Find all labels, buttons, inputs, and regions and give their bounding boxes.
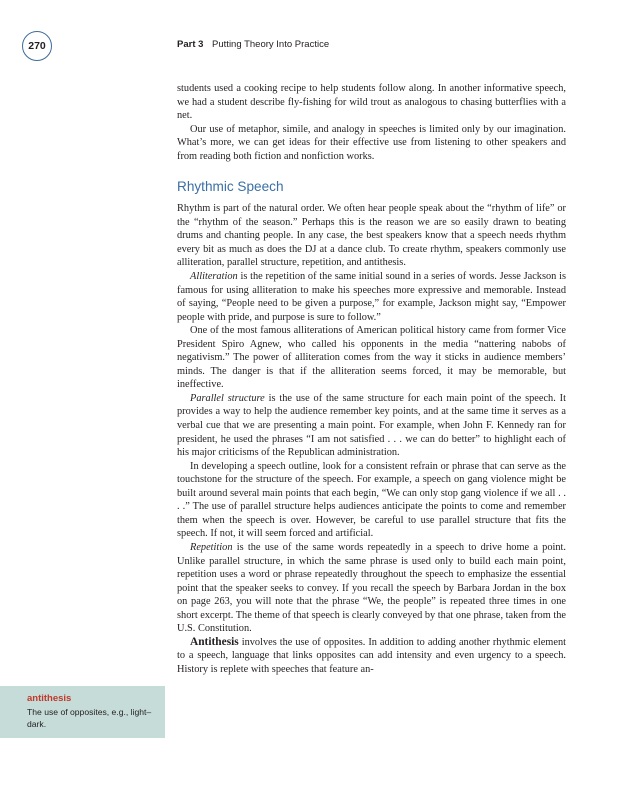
margin-glossary-note — [0, 686, 165, 738]
paragraph-2: Our use of metaphor, simile, and analogy in speeches is limited only by our imagination. What’s more, we can get ideas for their effective use from listening to other speakers and from reading both fiction and nonfiction works. — [177, 123, 566, 162]
paragraph-6-text: is the use of the same structure for each main point of the speech. It provides a way to help the audience remember key points, and at the same time it serves as a verbal cue that we are presenting a main point. For example, when John F. Kennedy ran for president, he used the phrases “I am not satisfied . . . we can do better” to highlight each of his major criticisms of the Republican administration. — [177, 392, 566, 459]
paragraph-5: One of the most famous alliterations of American political history came from former Vice President Spiro Agnew, who called his opponents in the media “nattering nabobs of negativism.” The power of alliteration comes from the way it sticks in audience members’ minds. The danger is that if the alliteration seems forced, it may be memorable, but ineffective. — [177, 325, 566, 391]
term-alliteration: Alliteration — [190, 271, 238, 283]
part-title: Putting Theory Into Practice — [212, 39, 330, 50]
paragraph-4-text: is the repetition of the same initial sound in a series of words. Jesse Jackson is famous for using alliteration to make his speeches more expressive and memorable. Instead of saying, “People need to be given a purpose,” for example, Jackson might say, “Empower people with pride, and purpose is sure to follow.” — [177, 271, 566, 323]
paragraph-1: students used a cooking recipe to help students follow along. In another informative speech, we had a student describe fly-fishing for wild trout as analogous to chasing butterflies with a net. — [177, 83, 566, 122]
term-parallel-structure: Parallel structure — [190, 392, 265, 404]
paragraph-7: In developing a speech outline, look for a consistent refrain or phrase that can serve as the touchstone for the structure of the speech. For example, a speech on gang violence might be built around several main points that each begin, “We can only stop gang violence if we all . . . .” The use of parallel structure helps audiences anticipate the points to come and remember them when the speech is over. However, be careful to use parallel structure that fits the speech. If not, it will seem forced and artificial. — [177, 460, 566, 540]
running-head — [177, 39, 329, 50]
paragraph-8 — [177, 541, 566, 636]
glossary-definition: The use of opposites, e.g., light–dark. — [27, 707, 152, 729]
page-number-badge — [22, 31, 52, 61]
term-repetition: Repetition — [190, 541, 233, 553]
body-text — [177, 82, 566, 676]
paragraph-6 — [177, 392, 566, 460]
glossary-term: antithesis — [27, 693, 72, 704]
paragraph-3: Rhythm is part of the natural order. We often hear people speak about the “rhythm of life” or the “rhythm of the season.” Perhaps this is the reason we are so easily drawn to beating drums and chanting people. In any case, the best speakers know that a speech needs rhythm every bit as much as does the DJ at a dance club. To create rhythm, speakers commonly use alliteration, parallel structure, repetition, and antithesis. — [177, 203, 566, 269]
page-number: 270 — [28, 40, 46, 52]
section-heading: Rhythmic Speech — [177, 179, 284, 195]
term-antithesis: Antithesis — [190, 635, 239, 648]
paragraph-8-text: is the use of the same words repeatedly in a speech to drive home a point. Unlike parallel structure, in which the same phrase is used only to build each main point, repetition uses a word or phrase repeatedly throughout the speech to emphasize the essential point that the speaker seeks to convey. If you recall the speech by Barbara Jordan in the box on page 263, you will note that the phrase “We, the people” is repeated three times in one short excerpt. The theme of that speech is clearly conveyed by that one phrase, taken from the U.S. Constitution. — [177, 541, 566, 635]
paragraph-4 — [177, 270, 566, 324]
part-label: Part 3 — [177, 39, 204, 50]
paragraph-9-text: involves the use of opposites. In addition to adding another rhythmic element to a speech, language that links opposites can add intensity and even urgency to a speech. History is replete with speeches that feature an- — [177, 636, 566, 675]
paragraph-9 — [177, 636, 566, 677]
